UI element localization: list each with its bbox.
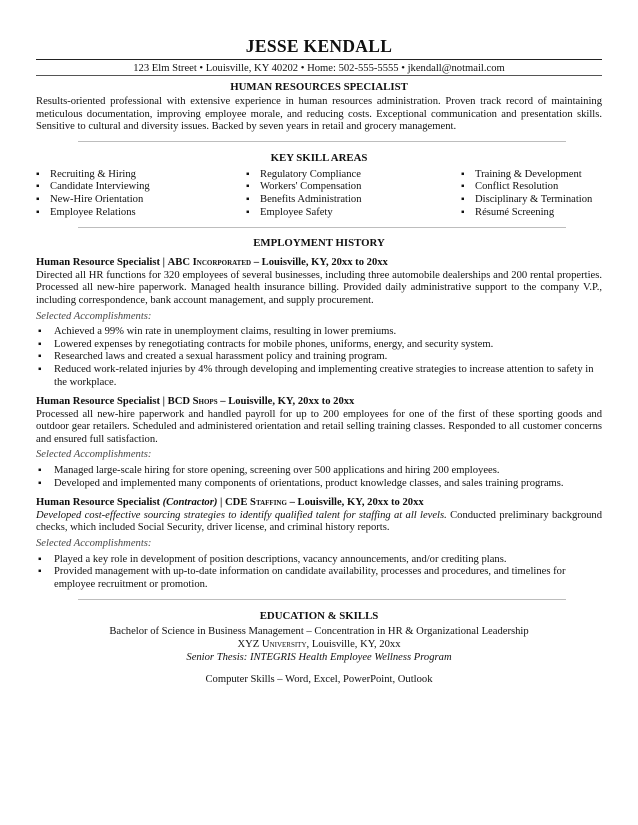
accomplishments-list bbox=[36, 554, 602, 592]
section-divider bbox=[78, 599, 566, 600]
job-description: Processed all new-hire paperwork and handled payroll for up to 200 employees for one of the first of these sporting goods and outdoor gear retailers. Scheduled and administered orientation and retail selling training classes. Responded to all customer concerns and ensured full satisfaction. bbox=[36, 408, 602, 445]
computer-skills-line: Computer Skills – Word, Excel, PowerPoint, Outlook bbox=[205, 674, 433, 686]
key-skills-list bbox=[36, 169, 602, 219]
skill-item: ▪ New-Hire Orientation bbox=[36, 194, 246, 207]
job-role-note: (Contractor) bbox=[162, 497, 218, 509]
skill-item: ▪ Candidate Interviewing bbox=[36, 181, 246, 194]
skill-item: ▪ Disciplinary & Termination bbox=[461, 194, 592, 207]
company-name: ABC Incorporated bbox=[167, 257, 252, 269]
skills-column-1 bbox=[36, 169, 246, 219]
accomplishments-list bbox=[36, 326, 602, 389]
university-location: , Louisville, KY, 20xx bbox=[306, 639, 401, 650]
header-rule bbox=[36, 59, 602, 60]
accomplishments-label: Selected Accomplishments: bbox=[36, 449, 152, 461]
job-title-separator: | bbox=[217, 497, 226, 509]
contact-rule bbox=[36, 75, 602, 76]
skill-item: ▪ Benefits Administration bbox=[246, 194, 461, 207]
job-description: Directed all HR functions for 320 employees of several businesses, including three automobile dealerships and 200 rental properties. Processed all new-hire paperwork. Managed health insurance billing. Provided daily administrative support to the company V.P., including correspondence, bank account management, and supply procurement. bbox=[36, 269, 602, 306]
skill-item: ▪ Résumé Screening bbox=[461, 207, 592, 220]
accomplishment-item: ▪ Managed large-scale hiring for store opening, screening over 500 applications and hiring 200 employees. bbox=[36, 465, 602, 478]
skill-item: ▪ Employee Safety bbox=[246, 207, 461, 220]
skills-column-2 bbox=[246, 169, 461, 219]
accomplishment-item: ▪ Achieved a 99% win rate in unemployment claims, resulting in lower premiums. bbox=[36, 326, 602, 339]
resume-title: HUMAN RESOURCES SPECIALIST bbox=[230, 81, 408, 93]
job-role: Human Resource Specialist | bbox=[36, 257, 168, 269]
company-name: BCD Shops bbox=[167, 396, 218, 408]
education-heading: EDUCATION & SKILLS bbox=[259, 610, 379, 623]
accomplishment-item: ▪ Played a key role in development of position descriptions, vacancy announcements, and/or crediting plans. bbox=[36, 554, 602, 567]
accomplishment-item: ▪ Researched laws and created a sexual harassment policy and training program. bbox=[36, 351, 602, 364]
job-title bbox=[36, 396, 602, 409]
job-role: Human Resource Specialist | bbox=[36, 396, 168, 408]
section-divider bbox=[78, 141, 566, 142]
degree-line: Bachelor of Science in Business Management – Concentration in HR & Organizational Leadership bbox=[109, 626, 529, 638]
employment-heading: EMPLOYMENT HISTORY bbox=[253, 237, 385, 250]
job-description bbox=[36, 510, 602, 535]
job-description-text: Conducted preliminary background checks, which included Social Security, driver license, and criminal history reports. bbox=[36, 509, 603, 534]
job-entry bbox=[36, 396, 602, 490]
skills-column-3 bbox=[461, 169, 592, 219]
skill-item: ▪ Recruiting & Hiring bbox=[36, 169, 246, 182]
accomplishments-label: Selected Accomplishments: bbox=[36, 538, 152, 550]
thesis-line: Senior Thesis: INTEGRIS Health Employee Wellness Program bbox=[186, 651, 452, 663]
skill-item: ▪ Employee Relations bbox=[36, 207, 246, 220]
job-title bbox=[36, 497, 602, 510]
university-name: XYZ University bbox=[237, 639, 307, 650]
job-entry bbox=[36, 257, 602, 389]
job-title bbox=[36, 257, 602, 270]
accomplishment-item: ▪ Provided management with up-to-date information on candidate availability, processes and procedures, and timelines for employee recruitment or promotion. bbox=[36, 566, 602, 591]
accomplishment-item: ▪ Developed and implemented many components of orientations, product knowledge classes, and sales training programs. bbox=[36, 478, 602, 491]
job-entry bbox=[36, 497, 602, 591]
skill-item: ▪ Workers' Compensation bbox=[246, 181, 461, 194]
company-name: CDE Staffing bbox=[225, 497, 287, 509]
key-skills-heading: KEY SKILL AREAS bbox=[270, 151, 368, 164]
accomplishments-label: Selected Accomplishments: bbox=[36, 310, 152, 322]
candidate-name: JESSE KENDALL bbox=[245, 36, 393, 56]
skill-item: ▪ Conflict Resolution bbox=[461, 181, 592, 194]
job-location: – Louisville, KY, 20xx to 20xx bbox=[217, 396, 355, 408]
job-location: – Louisville, KY, 20xx to 20xx bbox=[286, 497, 424, 509]
accomplishment-item: ▪ Lowered expenses by renegotiating contracts for mobile phones, uniforms, energy, and security system. bbox=[36, 339, 602, 352]
summary-paragraph: Results-oriented professional with extensive experience in human resources administration. Proven track record of maintaining meticulous documentation, improving employee morale, and reducing costs. Exceptional communication and presentation skills. Sensitive to cultural and diversity issues. Backed by seven years in retail and grocery management. bbox=[36, 96, 602, 133]
accomplishment-item: ▪ Reduced work-related injuries by 4% through developing and implementing creative strategies to increase attention to safety in the workplace. bbox=[36, 364, 602, 389]
accomplishments-list bbox=[36, 465, 602, 490]
job-location: – Louisville, KY, 20xx to 20xx bbox=[251, 257, 388, 269]
university-line bbox=[36, 639, 602, 652]
skill-item: ▪ Regulatory Compliance bbox=[246, 169, 461, 182]
skill-item: ▪ Training & Development bbox=[461, 169, 592, 182]
contact-line: 123 Elm Street • Louisville, KY 40202 • Home: 502-555-5555 • jkendall@notmail.com bbox=[133, 63, 505, 74]
section-divider bbox=[78, 227, 566, 228]
job-description-highlight: Developed cost-effective sourcing strategies to identify qualified talent for staffing at all levels. bbox=[36, 509, 447, 521]
job-role: Human Resource Specialist bbox=[36, 497, 163, 509]
